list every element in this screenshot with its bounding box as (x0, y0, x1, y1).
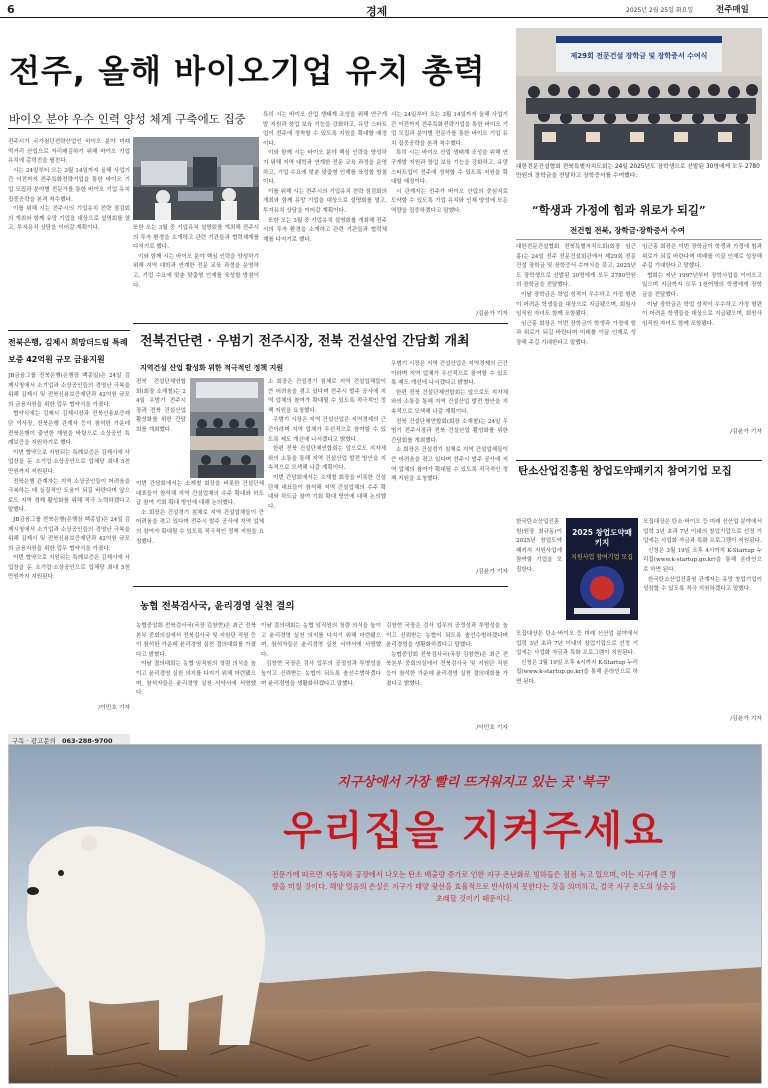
ad-tagline: 지구상에서 가장 빨리 뜨거워지고 있는 곳 '북극' (337, 775, 611, 790)
meeting-rule (133, 323, 508, 324)
ad-body: 전문가에 따르면 자동차와 공장에서 나오는 탄소 배출량 증가로 인한 지구 온난화로 빙하들은 점점 녹고 있으며, 이는 지구에 큰 영향을 미칠 것이다. 해양 얼음의 손실은 지구가 태양 광선을 효율적으로 반사하지 못한다는 것을 의미하고, 결국 지구 온도의 상승을 초래할 것이기 때문이다. (271, 870, 677, 903)
meeting-paragraph: 소 회장은 건설경기 침체로 지역 건설업체들이 큰 어려움을 겪고 있다며 전주시 발주 공사에 지역 업체의 참여가 확대될 수 있도록 적극적인 정책 지원을 요청했다. (136, 509, 264, 545)
issue-date: 2025년 2월 25일 화요일 (626, 7, 694, 14)
main-col-3 (263, 111, 387, 318)
sidebar-headline: 전북은행, 김제시 희망더드림 특례보증 42억원 규모 금융지원 (8, 338, 128, 364)
startup-paragraph: 모집대상은 탄소·바이오 등 미래 신산업 분야에서 업력 3년 초과 7년 이내의 창업기업으로 선정 기업에는 사업화 자금과 특화 프로그램이 지원된다. (516, 631, 638, 657)
startup-paragraph: 한국탄소산업진흥원 관계자는 유망 창업기업이 성장할 수 있도록 적극 지원하겠다고 말했다. (643, 576, 762, 593)
lab-scene-image (133, 137, 259, 220)
ethics-col-3 (386, 622, 508, 722)
ethics-byline: /이민호 기자 (476, 725, 508, 731)
startup-rule (516, 460, 762, 461)
scholarship-byline: /김윤가 기자 (730, 429, 762, 435)
main-headline: 전주, 올해 바이오기업 유치 총력 (9, 52, 486, 90)
sidebar-paragraph: 이번 협약으로 지원되는 특례보증은 김제시에 사업장을 둔 소기업·소상공인으로 업체당 최대 5천만원까지 지원된다. (8, 555, 130, 581)
scholarship-subheadline: 전건협 전북, 장학금·장학증서 수여 (570, 226, 685, 235)
ad-background-image (9, 745, 762, 1084)
main-col-1 (8, 138, 130, 309)
meeting-photo (190, 378, 264, 478)
subscription-phone: 063-288-9700 (61, 737, 113, 745)
page-number: 6 (7, 3, 15, 16)
scholarship-paragraph: 이날 장학금은 학업 성적이 우수하고 가정 형편이 어려운 학생들을 대상으로 지급됐으며, 회원사 임직원 자녀도 함께 포함됐다. (516, 291, 636, 318)
meeting-paragraph: 소 회장은 건설경기 침체로 지역 건설업체들이 큰 어려움을 겪고 있다며 전주시 발주 공사에 지역 업체의 참여가 확대될 수 있도록 적극적인 정책 지원을 요청했다. (268, 379, 386, 414)
ethics-paragraph: 이날 결의대회는 농협 임직원의 청렴 의식을 높이고 윤리경영 실천 의지를 다지기 위해 마련됐으며, 참석자들은 윤리경영 실천 서약서에 서명했다. (261, 623, 381, 658)
main-paragraph: 특히 시는 바이오 산업 생태계 조성을 위해 연구개발 지원과 창업 보육 기능을 강화하고, 유망 스타트업이 전주에 정착할 수 있도록 지원을 확대할 예정이다. (391, 150, 508, 186)
main-paragraph: 이와 함께 시는 바이오 분야 핵심 인력을 양성하기 위해 지역 대학과 연계한 전문 교육 과정을 운영하고, 기업 수요에 맞춘 맞춤형 인재를 육성할 방침이다. (263, 150, 387, 186)
main-paragraph: 시 관계자는 전주가 바이오 산업의 중심지로 도약할 수 있도록 기업 유치와 인재 양성에 모든 역량을 집중하겠다고 말했다. (391, 188, 508, 214)
sidebar-paragraph: JB금융그룹 전북은행(은행장 백종일)은 24일 김제시청에서 소기업과 소상공인들의 경영난 극복을 위해 김제시 및 전북신용보증재단과 42억원 규모의 금융지원을 위한 업무 협약식을 가졌다. (8, 373, 130, 408)
scholarship-headline: “학생과 가정에 힘과 위로가 되길” (532, 203, 706, 217)
main-paragraph: 시는 24일부터 오는 3월 14일까지 올해 사업기간 이전까지 전주특화전략기업을 통한 바이오 기업 모집과 분야별 전문가를 통한 바이오 기업 유치 집중공략을 본격 착수했다. (8, 167, 130, 203)
main-paragraph: 또한 오는 3월 중 기업유치 설명회를 개최해 전주시의 투자 환경을 소개하고 관련 기관들과 협력체계를 다지기로 했다. (133, 225, 259, 251)
startup-col-1a (516, 518, 562, 628)
sidebar-body (8, 372, 130, 727)
main-rule (8, 128, 130, 129)
startup-paragraph: 신청은 3월 19일 오후 4시까지 K-Startup 누리집(www.k-startup.go.kr)을 통해 온라인으로 하면 된다. (516, 659, 638, 685)
startup-paragraph: 한국탄소산업진흥원(원장 최규동)이 2025년 창업도약패키지 지원사업에 참여할 기업을 모집한다. (516, 519, 562, 573)
ceremony-photo (516, 28, 762, 160)
scholarship-paragraph: 이날 장학금은 학업 성적이 우수하고 가정 형편이 어려운 학생들을 대상으로 지급됐으며, 회원사 임직원 자녀도 함께 포함됐다. (642, 301, 762, 327)
subscription-label: 구독 · 광고문의 (12, 737, 56, 745)
ethics-paragraph: 농협중앙회 전북검사국(국장 김창현)은 최근 전북본부 중회의실에서 전북검사국 및 지원단 직원 등이 참석한 가운데 윤리경영 실천 결의대회를 가졌다고 밝혔다. (386, 651, 508, 687)
ethics-headline: 농협 전북검사국, 윤리경영 실천 결의 (140, 601, 295, 612)
ethics-paragraph: 농협중앙회 전북검사국(국장 김창현)은 최근 전북본부 중회의실에서 전북검사국 및 지원단 직원 등이 참석한 가운데 윤리경영 실천 결의대회를 가졌다고 밝혔다. (136, 623, 256, 658)
startup-headline: 탄소산업진흥원 창업도약패키지 참여기업 모집 (518, 465, 732, 477)
main-paragraph: 전주시가 국가첨단전략산업인 바이오 분야 미래 먹거리 산업으로 자리매김하기 위해 바이오 기업 유치에 총력전을 펼친다. (8, 139, 130, 165)
poster-subtitle: 지원사업 참여기업 모집 (571, 554, 633, 561)
main-paragraph: 이와 함께 시는 바이오 분야 핵심 인력을 양성하기 위해 지역 대학과 연계한 전문 교육 과정을 운영하고, 기업 수요에 맞춘 맞춤형 인재를 육성할 방침이다. (133, 253, 259, 289)
ethics-col-2 (261, 622, 381, 730)
main-paragraph: 또한 오는 3월 중 기업유치 설명회를 개최해 전주시의 투자 환경을 소개하고 관련 기관들과 협력체계를 다지기로 했다. (263, 217, 387, 243)
lab-photo (133, 137, 259, 220)
scholarship-paragraph: 협회는 지난 1997년부터 장학사업을 이어오고 있으며 지금까지 모두 1천여명의 학생에게 장학금을 전달했다. (642, 272, 762, 298)
main-byline: /김윤가 기자 (476, 311, 508, 317)
meeting-col-1 (136, 378, 186, 478)
ethics-paragraph: 김창현 국장은 검사 업무의 공정성과 투명성을 높이고 신뢰받는 농협이 되도록 솔선수범하겠다며 윤리경영을 생활화하겠다고 말했다. (261, 661, 381, 687)
ethics-col-1 (136, 622, 256, 730)
startup-paragraph: 신청은 3월 19일 오후 4시까지 K-Startup 누리집(www.k-startup.go.kr)을 통해 온라인으로 하면 된다. (643, 547, 762, 573)
meeting-paragraph: 이번 간담회에서는 소재철 회장을 비롯한 건설단체 대표들이 참석해 지역 건설업체의 수주 확대와 하도급 참여 기회 확대 방안에 대해 논의했다. (268, 474, 386, 510)
sidebar-paragraph: 협약식에는 김제시 김제시장과 전북신용보증재단 이사장, 전북은행 관계자 등이 참석한 가운데 전북은행이 출연한 재원을 바탕으로 소상공인 특례보증을 지원하기로 했다. (8, 411, 130, 447)
sidebar-byline: /이민호 기자 (98, 705, 130, 711)
scholarship-paragraph: 임근홍 회장은 이번 장학금이 학생과 가정에 힘과 위로가 되길 바란다며 미래를 이끌 인재로 성장해 주길 기대한다고 말했다. (642, 244, 762, 270)
page-header (0, 0, 768, 18)
sidebar-rule (8, 330, 130, 331)
startup-paragraph: 모집대상은 탄소·바이오 등 미래 신산업 분야에서 업력 3년 초과 7년 이내의 창업기업으로 선정 기업에는 사업화 자금과 특화 프로그램이 지원된다. (643, 519, 762, 545)
meeting-col-2 (268, 378, 386, 576)
paper-name: 전주매일 (716, 5, 749, 15)
poster-title: 2025 창업도약패키지 (572, 528, 632, 547)
section-title: 경제 (366, 5, 388, 18)
main-col-4 (391, 111, 508, 309)
ceremony-banner-text: 제29회 전문건설 장학금 및 장학증서 수여식 (570, 52, 708, 60)
climate-ad (8, 744, 762, 1084)
startup-byline: /김윤가 기자 (730, 716, 762, 722)
meeting-headline: 전북건단련 · 우범기 전주시장, 전북 건설산업 간담회 개최 (140, 334, 470, 349)
scholarship-paragraph: 대한전문건설협회 전북특별자치도회(회장 임근홍)는 24일 전주 전문건설회관에서 제29회 전문건설 장학금 및 장학증서 수여식을 갖고, 2025년도 장학생으로 선발된 30명에게 모두 2780만원의 장학금을 전달했다. (516, 244, 636, 289)
main-paragraph: 특히 시는 바이오 산업 생태계 조성을 위해 연구개발 지원과 창업 보육 기능을 강화하고, 유망 스타트업이 전주에 정착할 수 있도록 지원을 확대할 예정이다. (263, 112, 387, 147)
photo-caption: 대한전문건설협회 전북특별자치도회는 24일 2025년도 장학생으로 선발된 30명에게 모두 2780만원의 장학금을 전달하고 장학증서를 수여했다. (516, 164, 760, 179)
meeting-byline: /김윤가 기자 (476, 569, 508, 575)
scholarship-paragraph: 임근홍 회장은 이번 장학금이 학생과 가정에 힘과 위로가 되길 바란다며 미래를 이끌 인재로 성장해 주길 기대한다고 말했다. (516, 320, 636, 346)
ad-slogan: 우리집을 지켜주세요 (283, 808, 665, 854)
meeting-col-1b (136, 480, 264, 576)
meeting-paragraph: 전북 건설단체연합회(회장 소재철)는 24일 우범기 전주시장과 전북 건설산업 활성화를 위한 간담회를 개최했다. (136, 379, 186, 433)
ethics-rule (133, 586, 508, 587)
meeting-paragraph: 한편 전북 건설단체연합회는 앞으로도 지자체와의 소통을 통해 지역 건설산업 발전 방안을 지속적으로 모색해 나갈 계획이다. (391, 389, 508, 415)
meeting-paragraph: 우범기 시장은 지역 건설산업은 지역경제의 근간이라며 지역 업체가 우선적으로 참여할 수 있도록 제도 개선에 나서겠다고 밝혔다. (268, 417, 386, 443)
startup-poster (566, 518, 638, 620)
main-paragraph: 시는 24일부터 오는 3월 14일까지 올해 사업기간 이전까지 전주특화전략기업을 통한 바이오 기업 모집과 분야별 전문가를 통한 바이오 기업 유치 집중공략을 본격 착수했다. (391, 112, 508, 147)
scholarship-col-1 (516, 243, 636, 451)
meeting-paragraph: 한편 전북 건설단체연합회는 앞으로도 지자체와의 소통을 통해 지역 건설산업 발전 방안을 지속적으로 모색해 나갈 계획이다. (268, 446, 386, 472)
scholarship-rule (516, 239, 762, 240)
main-paragraph: 이를 위해 시는 전주시의 기업유치 전략 점검회의 개최와 함께 유망 기업을 대상으로 설명회를 열고, 투자유치 상담을 이어갈 계획이다. (263, 188, 387, 214)
ad-footer: 전주매일 지구온난화 캠페인 (19, 1068, 117, 1077)
sidebar-paragraph: 전북은행 관계자는 지역 소상공인들이 어려움을 극복하는 데 실질적인 도움이 되길 바란다며 앞으로도 지역 경제 활성화를 위해 적극 노력하겠다고 말했다. (8, 478, 130, 514)
startup-col-1b (516, 630, 638, 726)
ethics-paragraph: 김창현 국장은 검사 업무의 공정성과 투명성을 높이고 신뢰받는 농협이 되도록 솔선수범하겠다며 윤리경영을 생활화하겠다고 말했다. (386, 623, 508, 649)
main-paragraph: 이를 위해 시는 전주시의 기업유치 전략 점검회의 개최와 함께 유망 기업을 대상으로 설명회를 열고, 투자유치 상담을 이어갈 계획이다. (8, 206, 130, 232)
ethics-paragraph: 이날 결의대회는 농협 임직원의 청렴 의식을 높이고 윤리경영 실천 의지를 다지기 위해 마련됐으며, 참석자들은 윤리경영 실천 서약서에 서명했다. (136, 661, 256, 697)
startup-col-2 (643, 518, 762, 708)
meeting-paragraph: 전북 건설단체연합회(회장 소재철)는 24일 우범기 전주시장과 전북 건설산업 활성화를 위한 간담회를 개최했다. (391, 418, 508, 444)
meeting-subheadline: 지역건설 산업 활성화 위한 적극적인 정책 지원 (140, 364, 284, 372)
meeting-paragraph: 이번 간담회에서는 소재철 회장을 비롯한 건설단체 대표들이 참석해 지역 건설업체의 수주 확대와 하도급 참여 기회 확대 방안에 대해 논의했다. (136, 481, 264, 507)
sidebar-paragraph: 이번 협약으로 지원되는 특례보증은 김제시에 사업장을 둔 소기업·소상공인으로 업체당 최대 5천만원까지 지원된다. (8, 449, 130, 475)
main-col-2 (133, 224, 259, 314)
meeting-paragraph: 우범기 시장은 지역 건설산업은 지역경제의 근간이라며 지역 업체가 우선적으로 참여할 수 있도록 제도 개선에 나서겠다고 밝혔다. (391, 361, 508, 387)
meeting-scene-image (190, 378, 264, 478)
meeting-paragraph: 소 회장은 건설경기 침체로 지역 건설업체들이 큰 어려움을 겪고 있다며 전주시 발주 공사에 지역 업체의 참여가 확대될 수 있도록 적극적인 정책 지원을 요청했다. (391, 447, 508, 483)
ceremony-group-image (516, 28, 762, 160)
main-subheadline: 바이오 분야 우수 인력 양성 체계 구축에도 집중 (9, 112, 246, 126)
sidebar-paragraph: JB금융그룹 전북은행(은행장 백종일)은 24일 김제시청에서 소기업과 소상공인들의 경영난 극복을 위해 김제시 및 전북신용보증재단과 42억원 규모의 금융지원을 위한 업무 협약식을 가졌다. (8, 516, 130, 552)
meeting-col-3 (391, 360, 508, 568)
scholarship-col-2 (642, 243, 762, 433)
